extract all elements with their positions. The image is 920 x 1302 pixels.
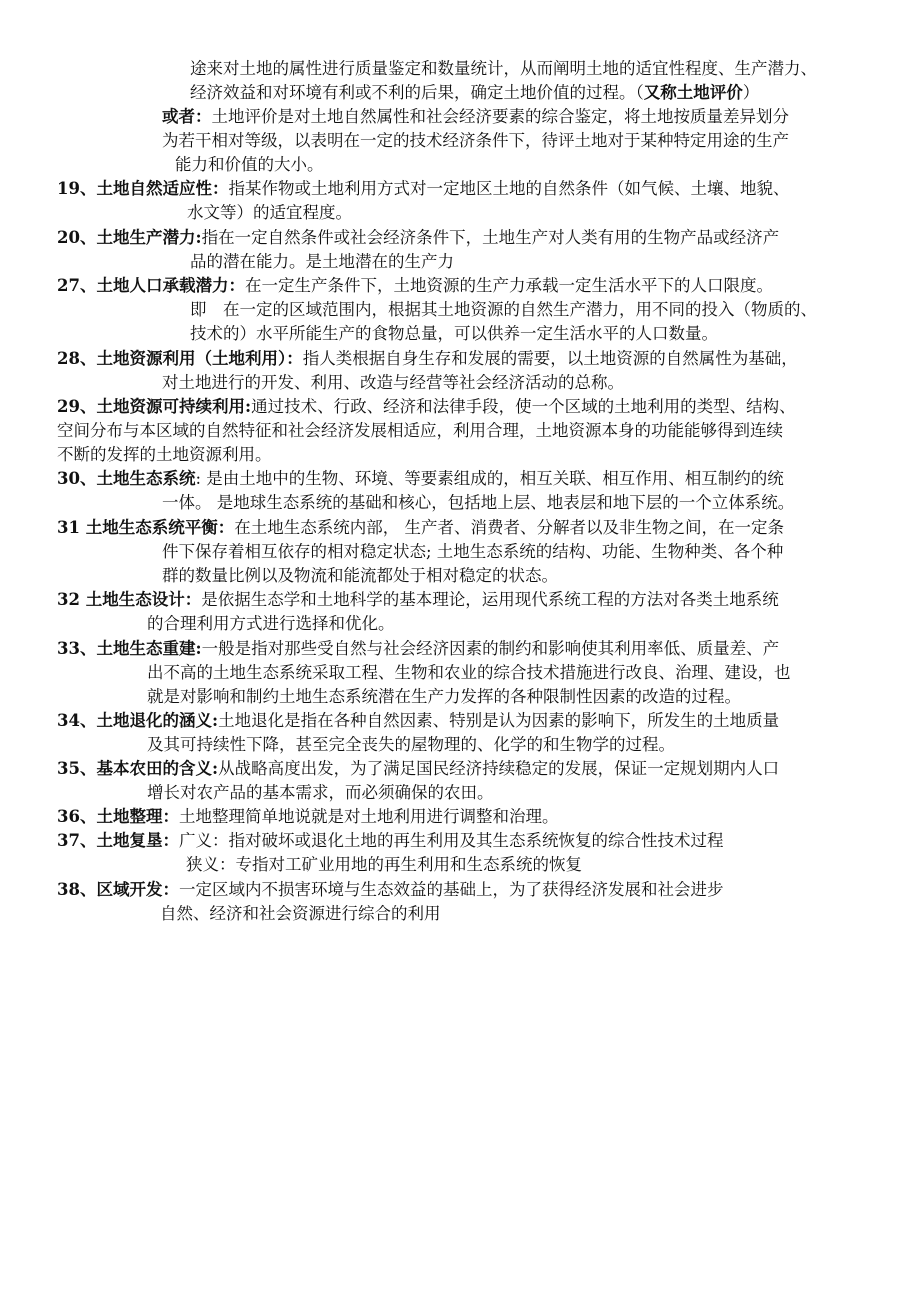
definition-35: 35、基本农田的含义:从战略高度出发，为了满足国民经济持续稳定的发展，保证一定规划期内人口 [57, 759, 780, 778]
term-label: 32 土地生态设计： [57, 590, 202, 609]
term-label: 30、土地生态系统 [57, 469, 196, 488]
definition-31: 31 土地生态系统平衡：在土地生态系统内部， 生产者、消费者、分解者以及非生物之间，在一定条 [57, 518, 784, 537]
text-line: 一体。 是地球生态系统的基础和核心，包括地上层、地表层和地下层的一个立体系统。 [162, 493, 795, 512]
definition-33: 33、土地生态重建:一般是指对那些受自然与社会经济因素的制约和影响使其利用率低、质量差、产 [57, 639, 780, 658]
term-label: 33、土地生态重建: [57, 639, 202, 658]
definition-32: 32 土地生态设计：是依据生态学和土地科学的基本理论，运用现代系统工程的方法对各类土地系统 [57, 590, 779, 609]
term-label: 又称土地评价 [643, 83, 743, 102]
term-label: 38、区域开发： [57, 880, 179, 899]
term-label: 27、土地人口承载潜力： [57, 276, 245, 295]
definition-34: 34、土地退化的涵义:土地退化是指在各种自然因素、特别是认为因素的影响下，所发生的土地质量 [57, 711, 780, 730]
term-label: 34、土地退化的涵义: [57, 711, 219, 730]
text-line: 出不高的土地生态系统采取工程、生物和农业的综合技术措施进行改良、治理、建设，也 [147, 663, 791, 682]
term-label: 37、土地复垦： [57, 831, 179, 850]
term-label: 36、土地整理： [57, 807, 179, 826]
definition-30: 30、土地生态系统: 是由土地中的生物、环境、等要素组成的，相互关联、相互作用、相互制约的统 [57, 469, 784, 488]
text-line: 技术的）水平所能生产的食物总量，可以供养一定生活水平的人口数量。 [190, 324, 718, 343]
definition-37: 37、土地复垦：广义：指对破坏或退化土地的再生利用及其生态系统恢复的综合性技术过程 [57, 831, 724, 850]
text-line: 狭义：专指对工矿业用地的再生利用和生态系统的恢复 [186, 855, 582, 874]
text-line: 群的数量比例以及物流和能流都处于相对稳定的状态。 [162, 566, 558, 585]
term-label: 19、土地自然适应性： [57, 179, 229, 198]
text-line: 对土地进行的开发、利用、改造与经营等社会经济活动的总称。 [162, 373, 624, 392]
text-line: 增长对农产品的基本需求，而必须确保的农田。 [147, 783, 494, 802]
text-line: 水文等）的适宜程度。 [187, 203, 352, 222]
term-label: 或者： [162, 107, 212, 126]
text-line: 为若干相对等级，以表明在一定的技术经济条件下，待评土地对于某种特定用途的生产 [162, 131, 789, 150]
definition-20: 20、土地生产潜力:指在一定自然条件或社会经济条件下，土地生产对人类有用的生物产品或经济产 [57, 228, 780, 247]
text-line: 就是对影响和制约土地生态系统潜在生产力发挥的各种限制性因素的改造的过程。 [147, 687, 741, 706]
text-line: 或者：土地评价是对土地自然属性和社会经济要素的综合鉴定，将土地按质量差异划分 [162, 107, 789, 126]
term-label: 28、土地资源利用（土地利用）： [57, 349, 303, 368]
text-line: 空间分布与本区域的自然特征和社会经济发展相适应，利用合理，土地资源本身的功能能够得到连续 [57, 421, 783, 440]
definition-19: 19、土地自然适应性：指某作物或土地利用方式对一定地区土地的自然条件（如气候、土壤、地貌、 [57, 179, 790, 198]
text-line: 即 在一定的区域范围内，根据其土地资源的自然生产潜力，用不同的投入（物质的、 [190, 300, 817, 319]
definition-38: 38、区域开发：一定区域内不损害环境与生态效益的基础上，为了获得经济发展和社会进步 [57, 880, 724, 899]
definition-27: 27、土地人口承载潜力：在一定生产条件下，土地资源的生产力承载一定生活水平下的人口限度。 [57, 276, 773, 295]
text-line: 件下保存着相互依存的相对稳定状态; 土地生态系统的结构、功能、生物种类、各个种 [162, 542, 784, 561]
text-line: 不断的发挥的土地资源利用。 [57, 445, 272, 464]
term-label: 31 土地生态系统平衡： [57, 518, 235, 537]
text-line: 途来对土地的属性进行质量鉴定和数量统计，从而阐明土地的适宜性程度、生产潜力、 [190, 59, 817, 78]
text-line: 能力和价值的大小。 [175, 155, 324, 174]
text-line: 品的潜在能力。是土地潜在的生产力 [190, 252, 454, 271]
text-line: 的合理利用方式进行选择和优化。 [147, 614, 395, 633]
text-line: 及其可持续性下降，甚至完全丧失的屋物理的、化学的和生物学的过程。 [147, 735, 675, 754]
term-label: 35、基本农田的含义: [57, 759, 219, 778]
definition-36: 36、土地整理：土地整理简单地说就是对土地利用进行调整和治理。 [57, 807, 559, 826]
term-label: 29、土地资源可持续利用: [57, 397, 252, 416]
definition-28: 28、土地资源利用（土地利用）：指人类根据自身生存和发展的需要，以土地资源的自然属性为基础， [57, 349, 798, 368]
text-line: 经济效益和对环境有利或不利的后果，确定土地价值的过程。（又称土地评价） [190, 83, 760, 102]
text-line: 自然、经济和社会资源进行综合的利用 [160, 904, 441, 923]
definition-29: 29、土地资源可持续利用:通过技术、行政、经济和法律手段，使一个区域的土地利用的类型、结构、 [57, 397, 796, 416]
term-label: 20、土地生产潜力: [57, 228, 202, 247]
